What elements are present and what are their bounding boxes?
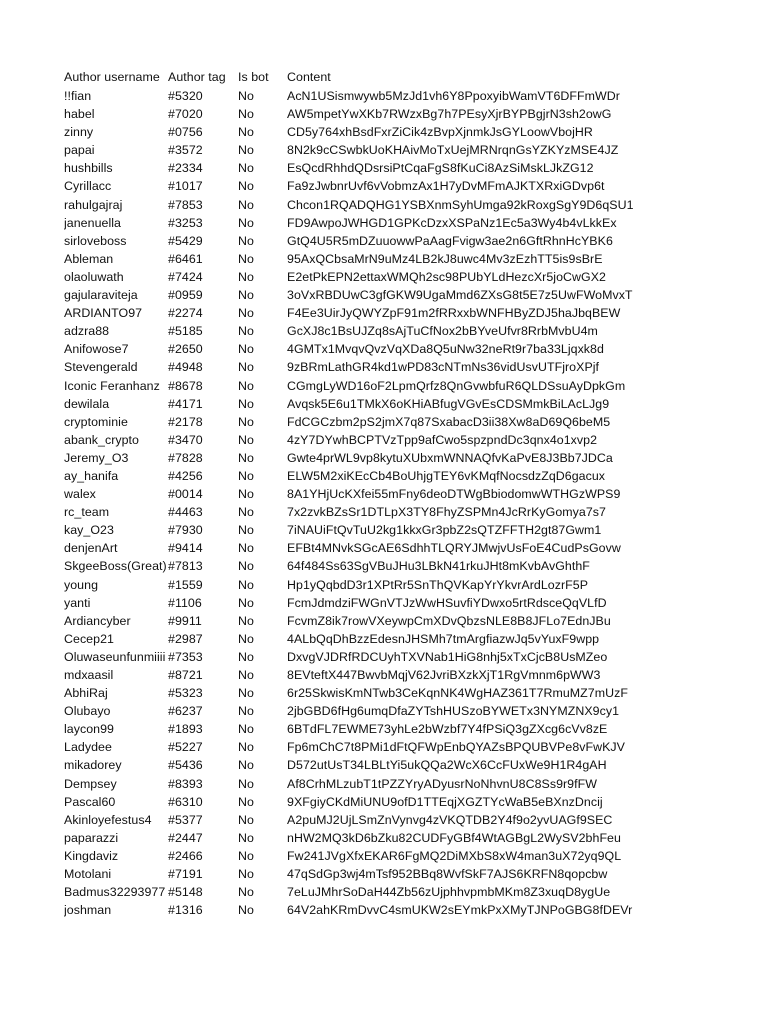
cell-author-tag: #7930 — [168, 523, 203, 538]
cell-author-tag: #8393 — [168, 776, 203, 791]
cell-author-tag: #5377 — [168, 812, 203, 827]
cell-is-bot: No — [238, 885, 254, 900]
table-row — [64, 612, 754, 630]
cell-is-bot: No — [238, 649, 254, 664]
cell-author-tag: #3470 — [168, 432, 203, 447]
cell-is-bot: No — [238, 758, 254, 773]
cell-author-tag: #5148 — [168, 885, 203, 900]
cell-author-username: SkgeeBoss(Great) — [64, 559, 167, 574]
table-row — [64, 738, 754, 756]
cell-author-tag: #4256 — [168, 468, 203, 483]
table-row — [64, 811, 754, 829]
cell-author-tag: #2650 — [168, 342, 203, 357]
cell-author-username: rahulgajraj — [64, 197, 123, 212]
cell-author-username: AbhiRaj — [64, 686, 108, 701]
cell-is-bot: No — [238, 396, 254, 411]
cell-content: E2etPkEPN2ettaxWMQh2sc98PUbYLdHezcXr5joCwGX2 — [287, 269, 606, 284]
cell-content: 7x2zvkBZsSr1DTLpX3TY8FhyZSPMn4JcRrKyGomya7s7 — [287, 505, 606, 520]
cell-is-bot: No — [238, 523, 254, 538]
cell-is-bot: No — [238, 432, 254, 447]
cell-content: CD5y764xhBsdFxrZiCik4zBvpXjnmkJsGYLoowVbojHR — [287, 125, 593, 140]
column-header-is-bot: Is bot — [238, 70, 269, 84]
table-row — [64, 702, 754, 720]
cell-content: nHW2MQ3kD6bZku82CUDFyGBf4WtAGBgL2WySV2bhFeu — [287, 830, 621, 845]
cell-author-tag: #1893 — [168, 722, 203, 737]
cell-author-username: abank_crypto — [64, 432, 139, 447]
cell-content: 47qSdGp3wj4mTsf952BBq8WvfSkF7AJS6KRFN8qopcbw — [287, 867, 608, 882]
cell-is-bot: No — [238, 577, 254, 592]
table-row — [64, 756, 754, 774]
cell-content: 4ALbQqDhBzzEdesnJHSMh7tmArgfiazwJq5vYuxF9wpp — [287, 631, 600, 646]
cell-is-bot: No — [238, 251, 254, 266]
cell-author-tag: #1316 — [168, 903, 203, 918]
table-row — [64, 377, 754, 395]
cell-is-bot: No — [238, 867, 254, 882]
cell-author-username: adzra88 — [64, 324, 110, 339]
cell-is-bot: No — [238, 505, 254, 520]
table-row — [64, 449, 754, 467]
cell-author-username: young — [64, 577, 99, 592]
cell-content: FD9AwpoJWHGD1GPKcDzxXSPaNz1Ec5a3Wy4b4vLkkEx — [287, 215, 617, 230]
cell-is-bot: No — [238, 903, 254, 918]
cell-author-username: dewilala — [64, 396, 110, 411]
cell-author-username: kay_O23 — [64, 523, 114, 538]
cell-is-bot: No — [238, 812, 254, 827]
cell-is-bot: No — [238, 306, 254, 321]
cell-author-tag: #5227 — [168, 740, 203, 755]
cell-author-tag: #2334 — [168, 161, 203, 176]
table-row — [64, 413, 754, 431]
header-row — [64, 68, 754, 87]
table-row — [64, 720, 754, 738]
cell-author-tag: #5436 — [168, 758, 203, 773]
cell-is-bot: No — [238, 559, 254, 574]
cell-author-username: Badmus32293977 — [64, 885, 166, 900]
cell-author-tag: #4463 — [168, 505, 203, 520]
table-row — [64, 503, 754, 521]
cell-is-bot: No — [238, 595, 254, 610]
cell-content: Hp1yQqbdD3r1XPtRr5SnThQVKapYrYkvrArdLozrF5P — [287, 577, 589, 592]
table-row — [64, 883, 754, 901]
cell-author-tag: #2466 — [168, 848, 203, 863]
table-row — [64, 594, 754, 612]
cell-author-username: mdxaasil — [64, 668, 114, 682]
table-row — [64, 467, 754, 485]
cell-author-tag: #1106 — [168, 595, 202, 610]
cell-author-tag: #5185 — [168, 324, 203, 339]
cell-author-username: sirloveboss — [64, 233, 127, 248]
table-row — [64, 684, 754, 702]
cell-is-bot: No — [238, 269, 254, 284]
cell-is-bot: No — [238, 215, 254, 230]
table-row — [64, 159, 754, 177]
cell-content: 4zY7DYwhBCPTVzTpp9afCwo5spzpndDc3qnx4o1xvp2 — [287, 432, 598, 447]
cell-content: 8A1YHjUcKXfei55mFny6deoDTWgBbiodomwWTHGzWPS9 — [287, 487, 621, 502]
cell-author-username: Stevengerald — [64, 360, 138, 375]
table-row — [64, 793, 754, 811]
cell-content: 9zBRmLathGR4kd1wPD83cNTmNs36vidUsvUTFjroXPjf — [287, 360, 600, 375]
cell-author-tag: #6237 — [168, 704, 203, 719]
cell-content: D572utUsT34LBLtYi5ukQQa2WcX6CcFUxWe9H1R4gAH — [287, 758, 607, 773]
cell-is-bot: No — [238, 668, 254, 682]
cell-author-username: papai — [64, 143, 95, 158]
cell-content: 6BTdFL7EWME73yhLe2bWzbf7Y4fPSiQ3gZXcg6cVv8zE — [287, 722, 608, 737]
cell-author-username: Anifowose7 — [64, 342, 129, 357]
cell-author-username: habel — [64, 107, 95, 122]
cell-content: 64V2ahKRmDvvC4smUKW2sEYmkPxXMyTJNPoGBG8fDEVr — [287, 903, 633, 918]
cell-author-username: yanti — [64, 595, 91, 610]
cell-author-tag: #0959 — [168, 288, 203, 303]
cell-is-bot: No — [238, 487, 254, 502]
cell-is-bot: No — [238, 161, 254, 176]
cell-author-tag: #7813 — [168, 559, 203, 574]
cell-author-tag: #8721 — [168, 668, 203, 682]
cell-author-username: rc_team — [64, 505, 110, 520]
table-row — [64, 141, 754, 159]
cell-content: EFBt4MNvkSGcAE6SdhhTLQRYJMwjvUsFoE4CudPsGovw — [287, 541, 621, 556]
cell-content: Chcon1RQADQHG1YSBXnmSyhUmga92kRoxgSgY9D6qSU1 — [287, 197, 634, 212]
cell-content: 8N2k9cCSwbkUoKHAivMoTxUejMRNrqnGsYZKYzMSE4JZ — [287, 143, 619, 158]
cell-is-bot: No — [238, 613, 254, 628]
table-row — [64, 268, 754, 286]
cell-is-bot: No — [238, 324, 254, 339]
table-row — [64, 232, 754, 250]
cell-author-tag: #4948 — [168, 360, 203, 375]
table-row — [64, 576, 754, 594]
column-header-content: Content — [287, 70, 331, 84]
cell-is-bot: No — [238, 704, 254, 719]
cell-is-bot: No — [238, 794, 254, 809]
cell-author-username: gajularaviteja — [64, 288, 138, 303]
cell-content: EsQcdRhhdQDsrsiPtCqaFgS8fKuCi8AzSiMskLJkZG12 — [287, 161, 594, 176]
cell-content: 7eLuJMhrSoDaH44Zb56zUjphhvpmbMKm8Z3xuqD8ygUe — [287, 885, 611, 900]
cell-content: AcN1USismwywb5MzJd1vh6Y8PpoxyibWamVT6DFFmWDr — [287, 89, 620, 103]
cell-content: GcXJ8c1BsUJZq8sAjTuCfNox2bBYveUfvr8RrbMvbU4m — [287, 324, 598, 339]
cell-content: GtQ4U5R5mDZuuowwPaAagFvigw3ae2n6GftRhnHcYBK6 — [287, 233, 613, 248]
cell-author-username: Olubayo — [64, 704, 111, 719]
cell-author-tag: #2274 — [168, 306, 203, 321]
cell-author-tag: #0014 — [168, 487, 203, 502]
cell-author-tag: #5323 — [168, 686, 203, 701]
column-header-author-username: Author username — [64, 70, 160, 84]
table-row — [64, 557, 754, 575]
cell-content: CGmgLyWD16oF2LpmQrfz8QnGvwbfuR6QLDSsuAyDpkGm — [287, 378, 626, 393]
cell-author-tag: #1559 — [168, 577, 203, 592]
cell-content: Fa9zJwbnrUvf6vVobmzAx1H7yDvMFmAJKTXRxiGDvp6t — [287, 179, 605, 194]
table-row — [64, 340, 754, 358]
cell-author-username: ay_hanifa — [64, 468, 119, 483]
table-row — [64, 358, 754, 376]
table-row — [64, 775, 754, 793]
cell-is-bot: No — [238, 143, 254, 158]
cell-author-tag: #9414 — [168, 541, 203, 556]
cell-is-bot: No — [238, 179, 254, 194]
cell-author-username: Oluwaseunfunmiiii — [64, 649, 166, 664]
cell-content: A2puMJ2UjLSmZnVynvg4zVKQTDB2Y4f9o2yvUAGf9SEC — [287, 812, 613, 827]
cell-content: 7iNAUiFtQvTuU2kg1kkxGr3pbZ2sQTZFFTH2gt87Gwm1 — [287, 523, 602, 538]
cell-author-tag: #7191 — [168, 867, 203, 882]
cell-author-tag: #2987 — [168, 631, 203, 646]
cell-author-username: zinny — [64, 125, 94, 140]
cell-is-bot: No — [238, 686, 254, 701]
cell-content: 3oVxRBDUwC3gfGKW9UgaMmd6ZXsG8t5E7z5UwFWoMvxT — [287, 288, 633, 303]
cell-is-bot: No — [238, 414, 254, 429]
table-row — [64, 485, 754, 503]
spreadsheet-table — [64, 68, 754, 919]
cell-author-tag: #7853 — [168, 197, 203, 212]
cell-is-bot: No — [238, 541, 254, 556]
table-row — [64, 304, 754, 322]
cell-author-tag: #2447 — [168, 830, 203, 845]
cell-author-tag: #0756 — [168, 125, 203, 140]
table-row — [64, 214, 754, 232]
cell-author-tag: #3572 — [168, 143, 203, 158]
cell-author-username: janenuella — [64, 215, 121, 230]
cell-content: Fw241JVgXfxEKAR6FgMQ2DiMXbS8xW4man3uX72yq9QL — [287, 848, 622, 863]
cell-is-bot: No — [238, 830, 254, 845]
cell-content: 95AxQCbsaMrN9uMz4LB2kJ8uwc4Mv3zEzhTT5is9sBrE — [287, 251, 603, 266]
cell-content: FcvmZ8ik7rowVXeywpCmXDvQbzsNLE8B8JFLo7EdnJBu — [287, 613, 611, 628]
table-row — [64, 177, 754, 195]
table-row — [64, 105, 754, 123]
table-row — [64, 431, 754, 449]
cell-author-tag: #1017 — [168, 179, 203, 194]
table-row — [64, 87, 754, 105]
cell-author-username: Ladydee — [64, 740, 112, 755]
cell-is-bot: No — [238, 342, 254, 357]
cell-author-username: Kingdaviz — [64, 848, 119, 863]
cell-author-tag: #2178 — [168, 414, 203, 429]
cell-author-username: denjenArt — [64, 541, 118, 556]
cell-is-bot: No — [238, 740, 254, 755]
cell-content: 4GMTx1MvqvQvzVqXDa8Q5uNw32neRt9r7ba33Ljqxk8d — [287, 342, 604, 357]
cell-is-bot: No — [238, 107, 254, 122]
cell-author-username: Cecep21 — [64, 631, 114, 646]
cell-author-username: Motolani — [64, 867, 112, 882]
cell-author-tag: #9911 — [168, 613, 202, 628]
cell-author-username: Cyrillacc — [64, 179, 112, 194]
cell-author-username: Dempsey — [64, 776, 117, 791]
cell-author-tag: #6461 — [168, 251, 203, 266]
table-row — [64, 250, 754, 268]
cell-is-bot: No — [238, 360, 254, 375]
cell-author-username: paparazzi — [64, 830, 119, 845]
cell-content: FdCGCzbm2pS2jmX7q87SxabacD3ii38Xw8aD69Q6beM5 — [287, 414, 611, 429]
cell-is-bot: No — [238, 197, 254, 212]
cell-author-username: Pascal60 — [64, 794, 116, 809]
cell-author-tag: #7020 — [168, 107, 203, 122]
cell-author-username: ARDIANTO97 — [64, 306, 143, 321]
cell-is-bot: No — [238, 233, 254, 248]
table-row — [64, 539, 754, 557]
table-row — [64, 901, 754, 919]
cell-is-bot: No — [238, 125, 254, 140]
cell-content: 64f484Ss63SgVBuJHu3LBkN41rkuJHt8mKvbAvGhthF — [287, 559, 590, 574]
cell-is-bot: No — [238, 89, 254, 103]
cell-author-tag: #4171 — [168, 396, 203, 411]
cell-content: F4Ee3UirJyQWYZpF91m2fRRxxbWNFHByZDJ5haJbqBEW — [287, 306, 621, 321]
cell-author-tag: #6310 — [168, 794, 203, 809]
table-row — [64, 865, 754, 883]
table-row — [64, 123, 754, 141]
cell-author-username: hushbills — [64, 161, 113, 176]
table-row — [64, 322, 754, 340]
cell-author-tag: #3253 — [168, 215, 203, 230]
table-row — [64, 630, 754, 648]
cell-content: Fp6mChC7t8PMi1dFtQFWpEnbQYAZsBPQUBVPe8vFwKJV — [287, 740, 625, 755]
cell-author-tag: #7353 — [168, 649, 203, 664]
table-row — [64, 286, 754, 304]
cell-content: Avqsk5E6u1TMkX6oKHiABfugVGvEsCDSMmkBiLAcLJg9 — [287, 396, 610, 411]
cell-is-bot: No — [238, 378, 254, 393]
cell-content: Gwte4prWL9vp8kytuXUbxmWNNAQfvKaPvE8J3Bb7JDCa — [287, 450, 613, 465]
table-row — [64, 395, 754, 413]
cell-author-username: Akinloyefestus4 — [64, 812, 152, 827]
cell-author-username: Ardiancyber — [64, 613, 131, 628]
cell-author-tag: #7828 — [168, 450, 203, 465]
cell-is-bot: No — [238, 722, 254, 737]
cell-author-username: olaoluwath — [64, 269, 124, 284]
cell-author-username: walex — [64, 487, 96, 502]
cell-author-username: laycon99 — [64, 722, 114, 737]
table-row — [64, 648, 754, 666]
table-body — [64, 87, 754, 919]
cell-is-bot: No — [238, 631, 254, 646]
cell-is-bot: No — [238, 468, 254, 483]
cell-content: FcmJdmdziFWGnVTJzWwHSuvfiYDwxo5rtRdsceQqVLfD — [287, 595, 607, 610]
table-row — [64, 829, 754, 847]
cell-author-username: cryptominie — [64, 414, 128, 429]
table-row — [64, 666, 754, 684]
cell-content: 6r25SkwisKmNTwb3CeKqnNK4WgHAZ361T7RmuMZ7mUzF — [287, 686, 628, 701]
cell-author-tag: #5429 — [168, 233, 203, 248]
table-row — [64, 196, 754, 214]
cell-author-tag: #5320 — [168, 89, 203, 103]
cell-is-bot: No — [238, 776, 254, 791]
cell-is-bot: No — [238, 848, 254, 863]
cell-is-bot: No — [238, 288, 254, 303]
cell-author-username: mikadorey — [64, 758, 122, 773]
cell-content: ELW5M2xiKEcCb4BoUhjgTEY6vKMqfNocsdzZqD6gacux — [287, 468, 606, 483]
table-row — [64, 521, 754, 539]
cell-author-tag: #8678 — [168, 378, 203, 393]
cell-is-bot: No — [238, 450, 254, 465]
cell-author-username: joshman — [64, 903, 112, 918]
cell-author-username: Iconic Feranhanz — [64, 378, 160, 393]
cell-author-username: Jeremy_O3 — [64, 450, 129, 465]
column-header-author-tag: Author tag — [168, 70, 226, 84]
table-row — [64, 847, 754, 865]
cell-author-username: Ableman — [64, 251, 114, 266]
cell-content: AW5mpetYwXKb7RWzxBg7h7PEsyXjrBYPBgjrN3sh2owG — [287, 107, 612, 122]
cell-content: 9XFgiyCKdMiUNU9ofD1TTEqjXGZTYcWaB5eBXnzDncij — [287, 794, 603, 809]
cell-author-tag: #7424 — [168, 269, 203, 284]
cell-content: 8EVteftX447BwvbMqjV62JvriBXzkXjT1RgVmnm6pWW3 — [287, 668, 601, 682]
cell-content: Af8CrhMLzubT1tPZZYryADyusrNoNhvnU8C8Ss9r9fFW — [287, 776, 597, 791]
cell-content: DxvgVJDRfRDCUyhTXVNab1HiG8nhj5xTxCjcB8UsMZeo — [287, 649, 608, 664]
cell-content: 2jbGBD6fHg6umqDfaZYTshHUSzoBYWETx3NYMZNX9cy1 — [287, 704, 620, 719]
cell-author-username: !!fian — [64, 89, 92, 103]
